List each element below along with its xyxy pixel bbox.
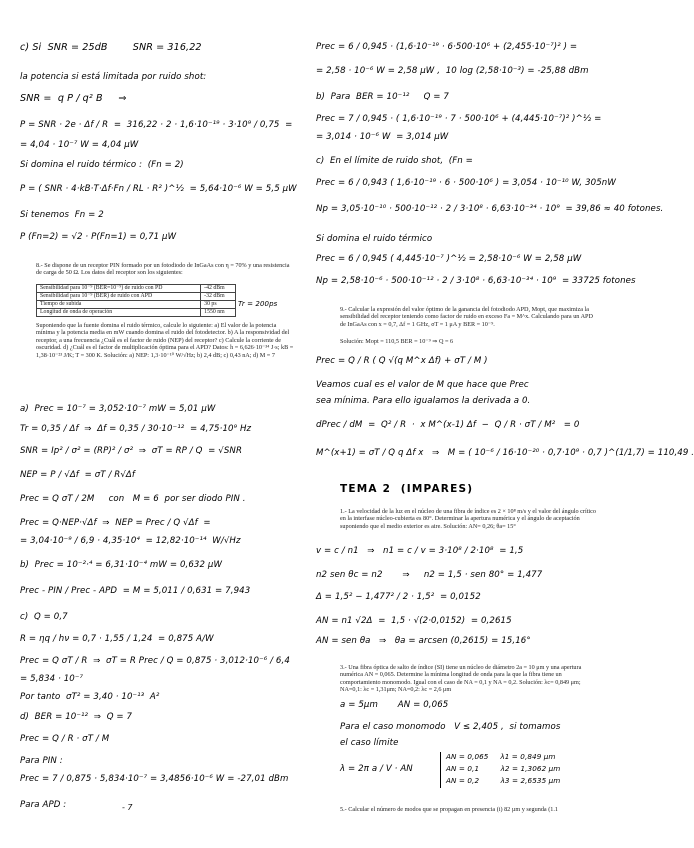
formula-line: Prec = Q σT / R ⇒ σT = R Prec / Q = 0,875 · 3,012·10⁻⁶ / 6,4: [20, 656, 290, 666]
result-line: = 3,04·10⁻⁹ / 6,9 · 4,35·10⁴ = 12,82·10⁻¹⁴ W/√Hz: [20, 536, 241, 546]
section-title: TEMA 2 (IMPARES): [340, 483, 474, 495]
solution-c-line: c) Q = 0,7: [20, 612, 68, 622]
solution-line: Si domina el ruido térmico : (Fn = 2): [20, 160, 184, 170]
formula-line: SNR = q P / q² B ⇒: [20, 93, 127, 104]
table-cell: Sensibilidad para 10⁻⁹ (BER=10⁻⁹) de ruido con PD: [37, 285, 201, 293]
table-cell: -32 dBm: [201, 293, 236, 301]
solution-line: a = 5μm AN = 0,065: [340, 700, 449, 710]
brace-line: [440, 752, 441, 788]
solution-line: Si tenemos Fn = 2: [20, 210, 104, 220]
formula-line: Prec = 6 / 0,943 ( 1,6·10⁻¹⁹ · 6 · 500·10⁶ ) = 3,054 · 10⁻¹⁰ W, 305nW: [316, 178, 616, 188]
solution-c-line: c) Si SNR = 25dB SNR = 316,22: [20, 42, 202, 53]
result-line: = 2,58 · 10⁻⁶ W = 2,58 μW , 10 log (2,58·10⁻³) = -25,88 dBm: [316, 66, 589, 76]
solution-line: sea mínima. Para ello igualamos la derivada a 0.: [316, 396, 531, 406]
table-margin-note: Tr = 200ps: [238, 300, 278, 308]
problem-8-statement: 8.- Se dispone de un receptor PIN formado por un fotodiodo de InGaAs con η = 70% y una resistencia de carga de 50 Ω. Los datos del receptor son los siguientes:: [36, 262, 290, 277]
formula-line: Tr = 0,35 / Δf ⇒ Δf = 0,35 / 30·10⁻¹² = 4,75·10⁹ Hz: [20, 424, 252, 434]
table-row: [37, 309, 236, 317]
result-line: = 3,014 · 10⁻⁶ W = 3,014 μW: [316, 132, 449, 142]
formula-line: AN = n1 √2Δ = 1,5 · √(2·0,0152) = 0,2615: [316, 616, 512, 626]
table-cell: -42 dBm: [201, 285, 236, 293]
problem-3-statement: 3.- Una fibra óptica de salto de índice (SI) tiene un núcleo de diámetro 2a = 10 μm y una apertura numérica AN = 0,065. Determine la mínima longitud de onda para la que la fibra tiene un comportamiento monomodo. Igual con el caso de NA = 0,1 y NA = 0,2. Solución: λc= 0,849 μm; NA=0,1: λc = 1,31μm; NA=0,2: λc = 2,6 μm: [340, 664, 582, 694]
formula-line: λ = 2π a / V · AN: [340, 764, 413, 774]
result-line: P (Fn=2) = √2 · P(Fn=1) = 0,71 μW: [20, 232, 177, 242]
problem-9-statement: 9.- Calcular la expresión del valor óptimo de la ganancia del fotodiodo APD, Mopt, que maximiza la sensibilidad del receptor teniendo como factor de ruido en exceso Fa = M^x. Calculando para un APD de InGaAs con x = 0,7, Δf = 1 GHz, σT = 1 μA y BER = 10⁻⁹.: [340, 306, 593, 328]
left-column: [6, 0, 296, 848]
formula-line: dPrec / dM = Q² / R · x M^(x-1) Δf − Q / R · σT / M² = 0: [316, 420, 580, 430]
page-number: - 7: [122, 803, 133, 812]
formula-line: P = ( SNR · 4·kB·T·Δf·Fn / RL · R² )^½ = 5,64·10⁻⁶ W = 5,5 μW: [20, 184, 297, 194]
formula-line: v = c / n1 ⇒ n1 = c / v = 3·10⁸ / 2·10⁸ = 1,5: [316, 546, 524, 556]
solution-d-line: d) BER = 10⁻¹² ⇒ Q = 7: [20, 712, 133, 722]
table-row: [37, 285, 236, 293]
formula-line: Np = 3,05·10⁻¹⁰ · 500·10⁻¹² · 2 / 3·10⁸ · 6,63·10⁻³⁴ · 10⁹ = 39,86 ≈ 40 fotones.: [316, 204, 664, 214]
formula-line: Prec = Q / R · σT / M: [20, 734, 110, 744]
formula-line: Δ = 1,5² − 1,477² / 2 · 1,5² = 0,0152: [316, 592, 481, 602]
formula-line: Prec = 6 / 0,945 ( 4,445·10⁻⁷ )^½ = 2,58·10⁻⁶ W = 2,58 μW: [316, 254, 582, 264]
result-line: AN = sen θa ⇒ θa = arcsen (0,2615) = 15,16°: [316, 636, 531, 646]
table-cell: Tiempo de subida: [37, 301, 201, 309]
formula-line: NEP = P / √Δf = σT / R√Δf: [20, 470, 136, 480]
formula-line: Prec = Q / R ( Q √(q M^x Δf) + σT / M ): [316, 356, 488, 366]
formula-line: Prec = 6 / 0,945 · (1,6·10⁻¹⁹ · 6·500·10⁶ + (2,455·10⁻⁷)² ) =: [316, 42, 578, 52]
table-row: [37, 301, 236, 309]
solution-line: Veamos cual es el valor de M que hace que Prec: [316, 380, 529, 390]
right-column: [310, 0, 694, 848]
problem-9-solution: Solución: Mopt = 110,5 BER = 10⁻⁹ ⇒ Q = 6: [340, 338, 454, 345]
result-line: M^(x+1) = σT / Q q Δf x ⇒ M = ( 10⁻⁶ / 16·10⁻²⁰ · 0,7·10⁹ · 0,7 )^(1/1,7) = 110,49 .: [316, 448, 694, 458]
problem-8-questions: Suponiendo que la fuente domina el ruido térmico, calcule lo siguiente: a) El valor de la potencia mínima y la potencia media en mW cuando domina el ruido del fotodetector. b) A la responsividad del receptor, a una frecuencia ¿Cuál es el factor de ruido (NEP) del receptor? c) Calcule la corriente de oscuridad. d) ¿Cuál es el factor de multiplicación óptima para el APD? Datos: h = 6,626·10⁻³⁴ J·s; kB = 1,38·10⁻²³ J/K; T = 300 K. Solución: a) NEP: 1,3·10⁻¹⁰ W/√Hz; b) 2,4 dB; c) 0,43 nA; d) M = 7: [36, 322, 294, 359]
problem-1-statement: 1.- La velocidad de la luz en el núcleo de una fibra de índice es 2 × 10⁸ m/s y el valor del ángulo crítico en la interfase núcleo-cubierta es 80°. Determinar la apertura numérica y el ángulo de aceptación suponiendo que el medio exterior es aire. Solución: AN= 0,26; θa= 15°: [340, 508, 596, 530]
table-cell: Sensibilidad para 10⁻⁹ (BER) de ruido con APD: [37, 293, 201, 301]
formula-line: Prec = 7 / 0,945 · ( 1,6·10⁻¹⁹ · 7 · 500·10⁶ + (4,445·10⁻⁷)² )^½ =: [316, 114, 602, 124]
solution-line: Para PIN :: [20, 756, 63, 766]
result-line: AN = 0,1 λ2 = 1,3062 μm: [446, 764, 561, 773]
formula-line: Prec - PIN / Prec - APD = M = 5,011 / 0,631 = 7,943: [20, 586, 251, 596]
formula-line: Prec = Q·NEP·√Δf ⇒ NEP = Prec / Q √Δf =: [20, 518, 211, 528]
table-cell: 30 ps: [201, 301, 236, 309]
table-row: [37, 293, 236, 301]
problem-5-statement: 5.- Calcular el número de modos que se propagan en presencia (i) 82 µm y segunda (1.1: [340, 806, 558, 813]
solution-line: la potencia si está limitada por ruido shot:: [20, 72, 207, 82]
formula-line: R = ηq / hν = 0,7 · 1,55 / 1,24 = 0,875 A/W: [20, 634, 214, 644]
result-line: = 5,834 · 10⁻⁷: [20, 674, 84, 684]
formula-line: Np = 2,58·10⁻⁶ · 500·10⁻¹² · 2 / 3·10⁸ · 6,63·10⁻³⁴ · 10⁹ = 33725 fotones: [316, 276, 636, 286]
solution-c-line: c) En el límite de ruido shot, (Fn =: [316, 156, 473, 166]
result-line: Prec = 7 / 0,875 · 5,834·10⁻⁷ = 3,4856·10⁻⁶ W = -27,01 dBm: [20, 774, 289, 784]
result-line: Por tanto σT² = 3,40 · 10⁻¹³ A²: [20, 692, 160, 702]
formula-line: Prec = Q σT / 2M con M = 6 por ser diodo PIN .: [20, 494, 246, 504]
result-line: AN = 0,065 λ1 = 0,849 μm: [446, 752, 556, 761]
result-line: = 4,04 · 10⁻⁷ W = 4,04 μW: [20, 140, 139, 150]
solution-line: Para el caso monomodo V ≤ 2,405 , si tomamos: [340, 722, 561, 732]
solution-line: Para APD :: [20, 800, 67, 810]
formula-line: n2 sen θc = n2 ⇒ n2 = 1,5 · sen 80° = 1,477: [316, 570, 543, 580]
table-cell: 1550 nm: [201, 309, 236, 317]
problem-8-table: [36, 284, 236, 317]
solution-line: el caso límite: [340, 738, 399, 748]
result-line: AN = 0,2 λ3 = 2,6535 μm: [446, 776, 561, 785]
solution-a-line: a) Prec = 10⁻⁷ = 3,052·10⁻⁷ mW = 5,01 μW: [20, 404, 216, 414]
solution-b-line: b) Prec = 10⁻²·⁴ = 6,31·10⁻⁴ mW = 0,632 μW: [20, 560, 223, 570]
table-cell: Longitud de onda de operación: [37, 309, 201, 317]
solution-b-line: b) Para BER = 10⁻¹² Q = 7: [316, 92, 449, 102]
formula-line: P = SNR · 2e · Δf / R = 316,22 · 2 · 1,6·10⁻¹⁹ · 3·10⁹ / 0,75 =: [20, 120, 293, 130]
formula-line: SNR = Ip² / σ² = (RP)² / σ² ⇒ σT = RP / Q = √SNR: [20, 446, 243, 456]
solution-line: Si domina el ruido térmico: [316, 234, 433, 244]
